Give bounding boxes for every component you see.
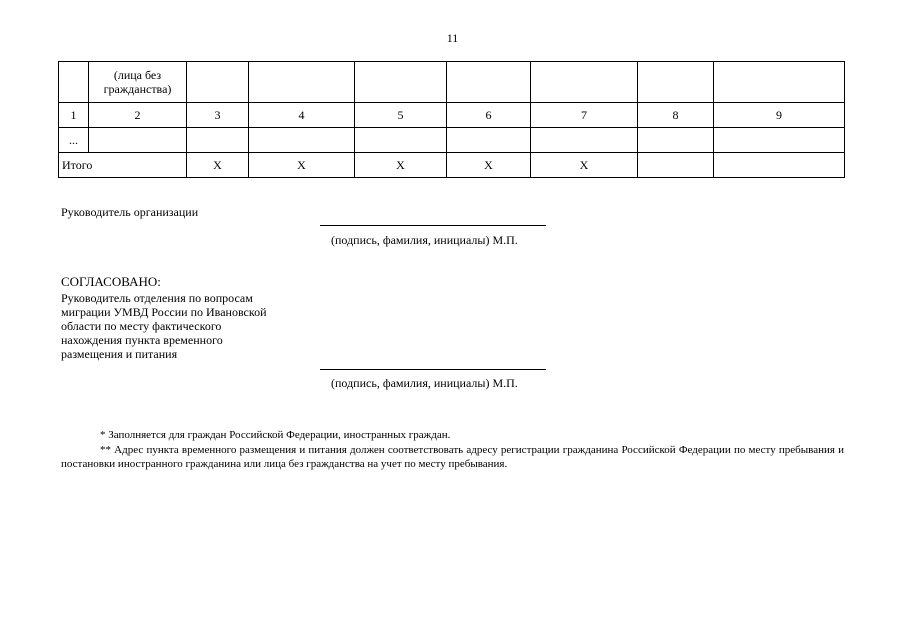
table-number-row bbox=[59, 103, 845, 128]
page-number: 11 bbox=[446, 31, 459, 45]
table-cell: 8 bbox=[638, 103, 714, 128]
table-cell bbox=[355, 128, 447, 153]
table-total-row bbox=[59, 153, 845, 178]
table-cell: X bbox=[355, 153, 447, 178]
table-cell bbox=[531, 62, 638, 103]
footnote-1: * Заполняется для граждан Российской Федерации, иностранных граждан. bbox=[100, 429, 451, 441]
table-header-row bbox=[59, 62, 845, 103]
table-cell bbox=[714, 128, 845, 153]
table-cell bbox=[59, 62, 89, 103]
table-cell: (лица без гражданства) bbox=[89, 62, 187, 103]
table-cell bbox=[714, 153, 845, 178]
table-cell bbox=[89, 128, 187, 153]
table-cell: 5 bbox=[355, 103, 447, 128]
table-cell: 3 bbox=[187, 103, 249, 128]
table-cell: 1 bbox=[59, 103, 89, 128]
signature-line bbox=[320, 369, 546, 370]
table-cell: ... bbox=[59, 128, 89, 153]
table-cell: 7 bbox=[531, 103, 638, 128]
table-total-label: Итого bbox=[59, 153, 187, 178]
table-cell: 6 bbox=[447, 103, 531, 128]
approver-label-line: размещения и питания bbox=[61, 347, 178, 361]
table-cell: 4 bbox=[249, 103, 355, 128]
signature-caption: (подпись, фамилия, инициалы) М.П. bbox=[331, 376, 518, 390]
table-ellipsis-row bbox=[59, 128, 845, 153]
table-cell bbox=[355, 62, 447, 103]
table-cell bbox=[249, 128, 355, 153]
table-cell bbox=[638, 62, 714, 103]
table-cell bbox=[187, 128, 249, 153]
table-cell: 2 bbox=[89, 103, 187, 128]
approver-label-line: нахождения пункта временного bbox=[61, 333, 223, 347]
signature-line bbox=[320, 225, 546, 226]
table-cell bbox=[638, 128, 714, 153]
table-cell bbox=[447, 128, 531, 153]
signature-caption: (подпись, фамилия, инициалы) М.П. bbox=[331, 233, 518, 247]
table-cell bbox=[447, 62, 531, 103]
approver-label-line: миграции УМВД России по Ивановской bbox=[61, 305, 267, 319]
footnote-2: ** Адрес пункта временного размещения и питания должен соответствовать адресу регистрации гражданина Российской Федерации по месту пребывания и постановки иностранного гражданина или лица без гражданства на учет по месту пребывания. bbox=[61, 444, 844, 470]
table-cell bbox=[249, 62, 355, 103]
table-cell bbox=[638, 153, 714, 178]
form-table bbox=[58, 61, 845, 178]
table-cell: X bbox=[447, 153, 531, 178]
table-cell bbox=[714, 62, 845, 103]
approved-heading: СОГЛАСОВАНО: bbox=[61, 274, 161, 289]
table-cell: X bbox=[249, 153, 355, 178]
table-cell: X bbox=[531, 153, 638, 178]
table-cell: 9 bbox=[714, 103, 845, 128]
table-cell: X bbox=[187, 153, 249, 178]
approver-label-line: Руководитель отделения по вопросам bbox=[61, 291, 253, 305]
table-cell bbox=[531, 128, 638, 153]
org-head-label: Руководитель организации bbox=[61, 205, 199, 219]
approver-label-line: области по месту фактического bbox=[61, 319, 222, 333]
table-cell bbox=[187, 62, 249, 103]
